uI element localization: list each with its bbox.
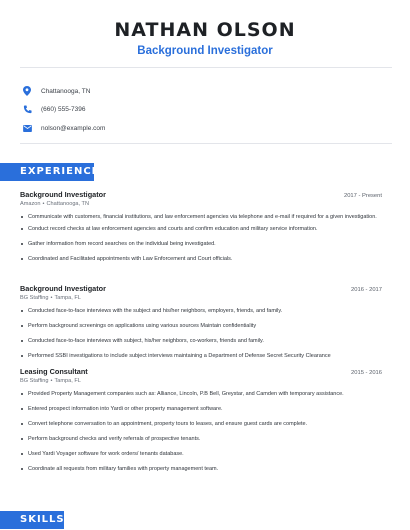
contact-location [20,82,392,101]
job-bullet: Provided Property Management companies such as: Alliance, Lincoln, P.B Bell, Greystar, and Camden with temporary assistance. [20,390,382,398]
job-location: Tampa, FL [54,295,81,301]
job-company: Amazon [20,201,41,207]
job-dates: 2017 - Present [343,193,382,199]
job-employer [20,378,382,384]
separator-dot: • [42,201,45,207]
job-bullet: Used Yardi Voyager software for work orders/ tenants database. [20,450,382,458]
separator-dot: • [50,378,53,384]
experience-section-header: EXPERIENCE [0,163,94,181]
skills-section-header: SKILLS [0,511,64,529]
job-entry [20,284,382,360]
job-entry [20,190,382,263]
contact-location-text: Chattanooga, TN [41,87,91,95]
job-location: Chattanooga, TN [46,201,89,207]
job-bullet: Conduct record checks at law enforcement agencies and courts and confirm education and military service information. [20,225,382,233]
job-bullet-list [20,390,382,473]
job-bullet: Conducted face-to-face interviews with the subject and his/her neighbors, employers, friends, and family. [20,307,382,315]
contact-list [20,82,392,138]
job-company: BG Staffing [20,378,49,384]
job-company: BG Staffing [20,295,49,301]
job-title: Background Investigator [20,190,106,199]
job-dates: 2015 - 2016 [351,370,382,376]
candidate-name: NATHAN OLSON [114,19,296,41]
job-bullet-list [20,213,382,263]
job-bullet: Coordinate all requests from military families with property management team. [20,465,382,473]
job-title: Leasing Consultant [20,367,88,376]
candidate-title: Background Investigator [137,45,273,57]
contact-email[interactable] [20,119,392,138]
contact-email-text[interactable]: nolson@example.com [41,124,106,132]
separator-dot: • [50,295,53,301]
location-pin-icon [22,86,32,96]
job-bullet: Entered prospect information into Yardi or other property management software. [20,405,382,413]
job-bullet: Conducted face-to-face interviews with subject, his/her neighbors, co-workers, friends and family. [20,337,382,345]
job-bullet: Performed SSBI investigations to include subject interviews maintaining a Department of Defense Secret Security Clearance [20,352,382,360]
job-bullet: Perform background checks and verify referrals of prospective tenants. [20,435,382,443]
job-employer [20,201,382,207]
job-employer [20,295,382,301]
header-divider [20,67,392,68]
job-bullet-list [20,307,382,360]
contacts-divider [20,143,392,144]
job-bullet: Convert telephone conversation to an appointment, property tours to leases, and ensure guest cards are complete. [20,420,382,428]
email-icon [22,123,32,133]
job-location: Tampa, FL [54,378,81,384]
contact-phone [20,101,392,120]
job-bullet: Coordinated and Facilitated appointments with Law Enforcement and Court officials. [20,255,382,263]
job-bullet: Gather information from record searches on the individual being investigated. [20,240,382,248]
job-entry [20,367,382,473]
resume-header [0,18,410,57]
job-dates: 2016 - 2017 [351,287,382,293]
job-bullet: Communicate with customers, financial institutions, and law enforcement agencies via telephone and e-mail if required for a given investigation. [20,213,382,221]
job-bullet: Perform background screenings on applications using various sources Maintain confidentiality [20,322,382,330]
job-title: Background Investigator [20,284,106,293]
contact-phone-text: (660) 555-7396 [41,106,86,114]
phone-icon [22,105,32,115]
